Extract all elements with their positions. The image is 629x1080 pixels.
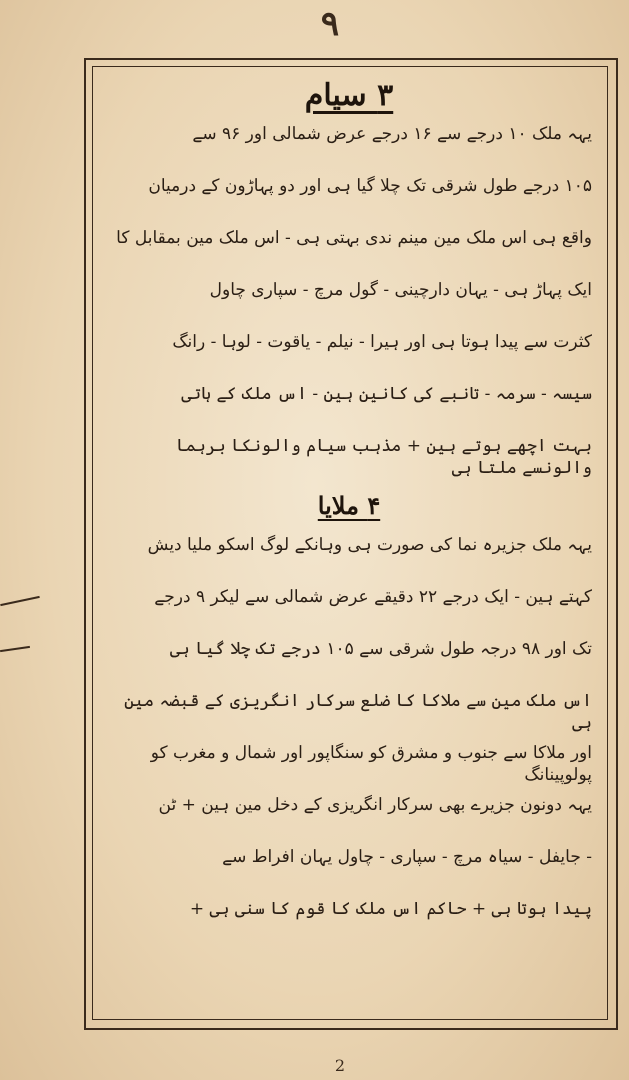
manuscript-text-area	[96, 72, 602, 1012]
text-line: - جایفل - سیاہ مرچ - سپاری - چاول یہان افراط سے	[222, 847, 592, 867]
text-line: واقع ہی اس ملک مین مینم ندی بہتی ہی - اس ملک مین بمقابل کا	[116, 228, 592, 248]
section-malaya-body	[96, 534, 602, 950]
edge-ink-mark	[0, 596, 40, 606]
section-heading-malaya: ۴ ملایا	[317, 491, 381, 520]
page-number-top: ۹	[320, 4, 340, 44]
text-line: بہت اچھے ہوتے ہین + مذہب سیام والونکا برہما والونسے ملتا ہی	[175, 436, 592, 478]
section-heading-siam: ۳ سیام	[304, 78, 394, 113]
text-line: پیدا ہوتا ہی + حاکم اس ملک کا قوم کا سنی ہی +	[189, 899, 592, 919]
section-siam-body	[96, 123, 602, 487]
text-line: اور ملاکا سے جنوب و مشرق کو سنگاپور اور شمال و مغرب کو پولوپینانگ	[150, 743, 592, 785]
text-line: یہہ ملک جزیرہ نما کی صورت ہی وہانکے لوگ اسکو ملیا دیش	[147, 535, 592, 555]
text-line: سیسہ - سرمہ - تانبے کی کانین ہین - اس ملک کے ہاتی	[181, 384, 592, 404]
text-line: تک اور ۹۸ درجہ طول شرقی سے ۱۰۵ درجے تک چلا گیا ہی	[169, 639, 592, 659]
page-number-bottom: 2	[334, 1056, 346, 1075]
text-line: یہہ ملک ۱۰ درجے سے ۱۶ درجے عرض شمالی اور ۹۶ سے	[192, 124, 592, 144]
edge-ink-mark	[0, 646, 30, 652]
text-line: کہتے ہین - ایک درجے ۲۲ دقیقے عرض شمالی سے لیکر ۹ درجے	[154, 587, 592, 607]
text-line: یہہ دونون جزیرے بھی سرکار انگریزی کے دخل مین ہین + ٹن	[158, 795, 592, 815]
text-line: ۱۰۵ درجے طول شرقی تک چلا گیا ہی اور دو پہاڑون کے درمیان	[148, 176, 592, 196]
text-line: ایک پہاڑ ہی - یہان دارچینی - گول مرچ - سپاری چاول	[209, 280, 592, 300]
text-line: کثرت سے پیدا ہوتا ہی اور ہیرا - نیلم - یاقوت - لوہا - رانگ	[172, 332, 592, 352]
text-line: اس ملک مین سے ملاکا کا ضلع سرکار انگریزی کے قبضہ مین ہی	[124, 691, 592, 733]
